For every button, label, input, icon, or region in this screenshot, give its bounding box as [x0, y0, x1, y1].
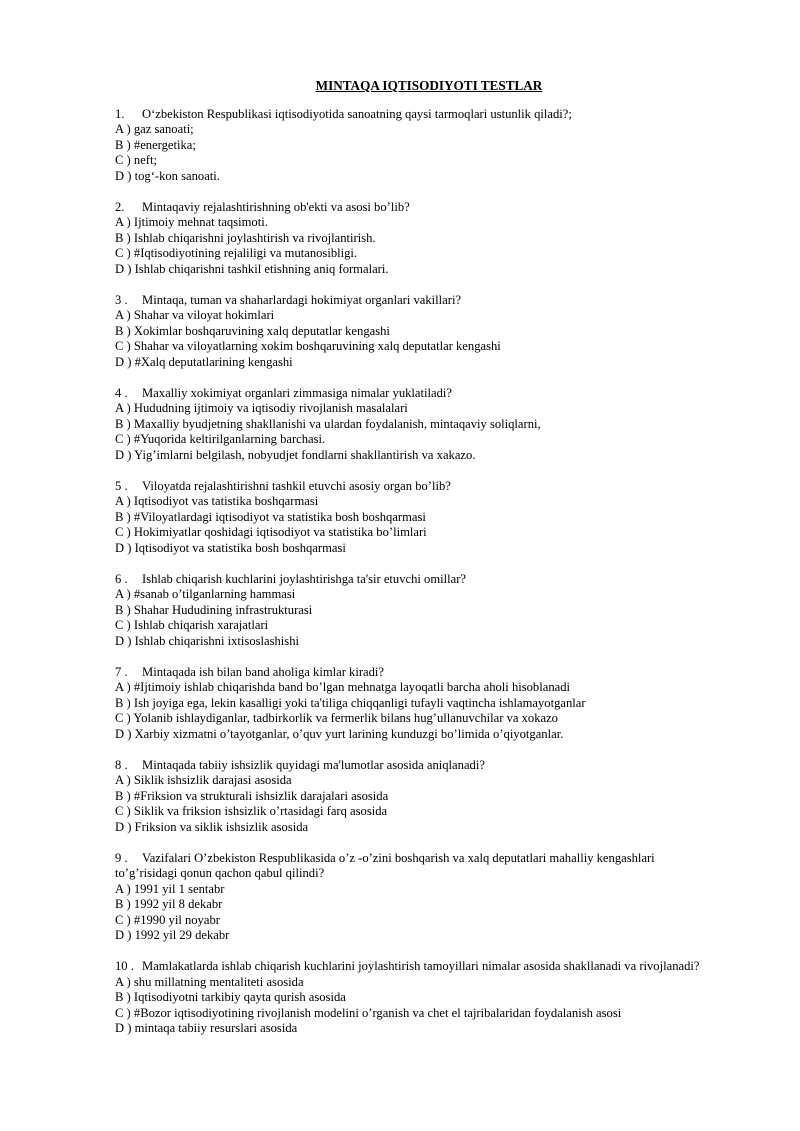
answer-option: C ) Siklik va friksion ishsizlik o’rtasidagi farq asosida [115, 804, 388, 818]
answer-option: B ) Ish joyiga ega, lekin kasalligi yoki ta'tiliga chiqqanligi tufayli vaqtincha ishlamayotganlar [115, 695, 586, 710]
question-stem [115, 107, 715, 123]
answer-option: D ) Ishlab chiqarishni ixtisoslashishi [115, 633, 299, 648]
answer-option: C ) Hokimiyatlar qoshidagi iqtisodiyot va statistika bo’limlari [115, 525, 427, 539]
answer-option: A ) Hududning ijtimoiy va iqtisodiy rivojlanish masalalari [115, 401, 408, 415]
question-text: Mintaqa, tuman va shaharlardagi hokimiyat organlari vakillari? [142, 292, 462, 307]
answer-option: D ) Yig’imlarni belgilash, nobyudjet fondlarni shakllantirish va xakazo. [115, 447, 476, 462]
document-page [115, 78, 715, 1052]
question-stem [115, 479, 715, 495]
question-number: 6 . [115, 571, 128, 586]
question-number: 3 . [115, 292, 128, 307]
answer-option: B ) Ishlab chiqarishni joylashtirish va rivojlantirish. [115, 230, 376, 245]
question-stem [115, 293, 715, 309]
question-stem [115, 665, 715, 681]
answer-option: B ) Shahar Hududining infrastrukturasi [115, 602, 313, 617]
question-number: 4 . [115, 385, 128, 400]
answer-option: A ) gaz sanoati; [115, 122, 194, 136]
question-number: 2. [115, 199, 125, 214]
answer-option: D ) mintaqa tabiiy resurslari asosida [115, 1021, 298, 1035]
answer-option: C ) #Yuqorida keltirilganlarning barchasi. [115, 432, 326, 446]
question-list [115, 107, 715, 1037]
answer-option: C ) Yolanib ishlaydiganlar, tadbirkorlik va fermerlik bilans hug’ullanuvchilar va xokazo [115, 711, 558, 725]
answer-option: A ) #sanab o’tilganlarning hammasi [115, 587, 296, 601]
answer-option: B ) #Viloyatlardagi iqtisodiyot va statistika bosh boshqarmasi [115, 509, 426, 524]
answer-option: A ) 1991 yil 1 sentabr [115, 881, 225, 896]
question-block [115, 386, 715, 464]
question-stem [115, 572, 715, 588]
question-block [115, 851, 715, 944]
answer-option: A ) Ijtimoiy mehnat taqsimoti. [115, 215, 268, 229]
document-title: MINTAQA IQTISODIYOTI TESTLAR [315, 78, 543, 93]
answer-option: A ) Shahar va viloyat hokimlari [115, 308, 275, 322]
question-number: 9 . [115, 850, 128, 865]
question-stem [115, 386, 715, 402]
question-number: 10 . [115, 959, 134, 973]
question-stem [115, 959, 715, 975]
answer-option: B ) #Friksion va strukturali ishsizlik darajalari asosida [115, 788, 389, 803]
answer-option: B ) Maxalliy byudjetning shakllanishi va ulardan foydalanish, mintaqaviy soliqlarni, [115, 416, 541, 431]
question-text: Mintaqada ish bilan band aholiga kimlar kiradi? [142, 664, 385, 679]
answer-option: A ) #Ijtimoiy ishlab chiqarishda band bo’lgan mehnatga layoqatli barcha aholi hisoblanadi [115, 680, 571, 694]
answer-option: A ) Iqtisodiyot vas tatistika boshqarmasi [115, 494, 319, 508]
answer-option: B ) #energetika; [115, 137, 196, 152]
question-number: 8 . [115, 757, 128, 772]
answer-option: B ) Xokimlar boshqaruvining xalq deputatlar kengashi [115, 323, 390, 338]
question-text: Maxalliy xokimiyat organlari zimmasiga nimalar yuklatiladi? [142, 385, 452, 400]
answer-option: D ) Ishlab chiqarishni tashkil etishning aniq formalari. [115, 261, 389, 276]
question-stem [115, 200, 715, 216]
question-number: 5 . [115, 478, 128, 493]
question-text: Viloyatda rejalashtirishni tashkil etuvchi asosiy organ bo’lib? [142, 478, 451, 493]
answer-option: B ) 1992 yil 8 dekabr [115, 897, 223, 911]
question-text: Vazifalari O’zbekiston Respublikasida o’z -o’zini boshqarish va xalq deputatlari mahalliy kengashlari to’g’risidagi qonun qachon qabul qilindi? [115, 850, 655, 880]
question-text: Mamlakatlarda ishlab chiqarish kuchlarini joylashtirish tamoyillari nimalar asosida shakllanadi va rivojlanadi? [142, 959, 700, 973]
answer-option: C ) neft; [115, 153, 157, 167]
answer-option: D ) 1992 yil 29 dekabr [115, 928, 230, 942]
answer-option: C ) #1990 yil noyabr [115, 912, 220, 927]
question-number: 1. [115, 106, 125, 121]
answer-option: D ) Xarbiy xizmatni o’tayotganlar, o’quv yurt larining kunduzgi bo’limida o’qiyotganlar. [115, 726, 564, 741]
question-block [115, 959, 715, 1037]
question-text: O‘zbekiston Respublikasi iqtisodiyotida sanoatning qaysi tarmoqlari ustunlik qiladi?; [142, 106, 572, 121]
answer-option: A ) Siklik ishsizlik darajasi asosida [115, 773, 292, 787]
question-text: Mintaqada tabiiy ishsizlik quyidagi ma'lumotlar asosida aniqlanadi? [142, 757, 485, 772]
answer-option: C ) Ishlab chiqarish xarajatlari [115, 618, 269, 632]
question-text: Ishlab chiqarish kuchlarini joylashtirishga ta'sir etuvchi omillar? [142, 571, 467, 586]
answer-option: B ) Iqtisodiyotni tarkibiy qayta qurish asosida [115, 990, 346, 1004]
answer-option: C ) #Iqtisodiyotining rejaliligi va mutanosibligi. [115, 246, 358, 260]
answer-option: C ) #Bozor iqtisodiyotining rivojlanish modelini o’rganish va chet el tajribalaridan foydalanish asosi [115, 1005, 622, 1020]
question-number: 7 . [115, 664, 128, 679]
question-block [115, 293, 715, 371]
answer-option: D ) Friksion va siklik ishsizlik asosida [115, 819, 309, 834]
question-block [115, 200, 715, 278]
question-stem [115, 851, 715, 882]
question-block [115, 665, 715, 743]
question-block [115, 107, 715, 185]
question-block [115, 758, 715, 836]
question-stem [115, 758, 715, 774]
question-block [115, 572, 715, 650]
question-block [115, 479, 715, 557]
answer-option: D ) Iqtisodiyot va statistika bosh boshqarmasi [115, 540, 346, 555]
answer-option: C ) Shahar va viloyatlarning xokim boshqaruvining xalq deputatlar kengashi [115, 339, 501, 353]
answer-option: D ) tog‘-kon sanoati. [115, 168, 220, 183]
question-text: Mintaqaviy rejalashtirishning ob'ekti va asosi bo’lib? [142, 199, 410, 214]
answer-option: A ) shu millatning mentaliteti asosida [115, 974, 304, 989]
answer-option: D ) #Xalq deputatlarining kengashi [115, 354, 293, 369]
